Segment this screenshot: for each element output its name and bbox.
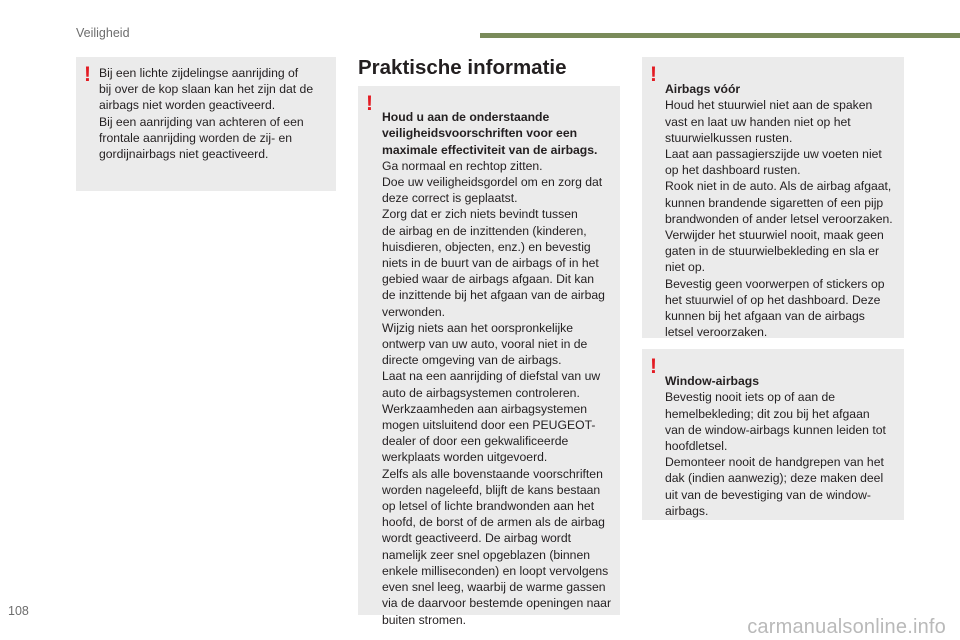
warning-body: Houd het stuurwiel niet aan de spaken vast en laat uw handen niet op het stuurwielkussen rusten. Laat aan passagierszijde uw voeten niet op het dashboard rusten. Rook niet in de auto. Als de airbag afgaat, kunnen brandende sigaretten of een pijp brandwonden of ander letsel veroorzaken. Verwijder het stuurwiel nooit, maak geen gaten in de stuurwielbekleding en sla er niet op. Bevestig geen voorwerpen of stickers op het stuurwiel of op het dashboard. Deze kunnen bij het afgaan van de airbags letsel veroorzaken. bbox=[665, 98, 893, 340]
warning-heading: Houd u aan de onderstaande veiligheidsvoorschriften voor een maximale effectiviteit van de airbags. bbox=[382, 110, 598, 157]
warning-text bbox=[665, 65, 901, 340]
warning-text: Bij een lichte zijdelingse aanrijding of bij over de kop slaan kan het zijn dat de airbags niet worden geactiveerd. Bij een aanrijding van achteren of een frontale aanrijding worden de zij- en gordijnairbags niet geactiveerd. bbox=[99, 66, 314, 162]
warning-heading: Airbags vóór bbox=[665, 82, 741, 97]
warning-heading: Window-airbags bbox=[665, 374, 760, 389]
header-accent-bar bbox=[480, 33, 960, 38]
exclamation-icon: ! bbox=[650, 355, 657, 378]
watermark: carmanualsonline.info bbox=[747, 616, 946, 638]
exclamation-icon: ! bbox=[650, 63, 657, 86]
warning-box-safety-rules bbox=[358, 86, 620, 627]
exclamation-icon: ! bbox=[366, 92, 373, 115]
warning-body: Bevestig nooit iets op of aan de hemelbekleding; dit zou bij het afgaan van de window-airbags kunnen leiden tot hoofdletsel. Demonteer nooit de handgrepen van het dak (indien aanwezig); deze maken deel uit van de bevestiging van de window- airbags. bbox=[665, 390, 886, 518]
warning-box-side-collision bbox=[76, 57, 336, 191]
warning-text bbox=[665, 357, 901, 519]
warning-text bbox=[382, 93, 616, 628]
page-title: Praktische informatie bbox=[358, 56, 567, 79]
page-number: 108 bbox=[8, 604, 29, 618]
warning-box-front-airbags bbox=[642, 57, 904, 338]
warning-body: Ga normaal en rechtop zitten. Doe uw veiligheidsgordel om en zorg dat deze correct is geplaatst. Zorg dat er zich niets bevindt tussen de airbag en de inzittenden (kinderen, huisdieren, objecten, enz.) en bevestig niets in de buurt van de airbags of in het gebied waar de airbags afgaan. Dit kan de inzittende bij het afgaan van de airbag verwonden. Wijzig niets aan het oorspronkelijke ontwerp van uw auto, vooral niet in de directe omgeving van de airbags. Laat na een aanrijding of diefstal van uw auto de airbagsystemen controleren. Werkzaamheden aan airbagsystemen mogen uitsluitend door een PEUGEOT- dealer of door een gekwalificeerde werkplaats worden uitgevoerd. Zelfs als alle bovenstaande voorschriften worden nageleefd, blijft de kans bestaan op letsel of lichte brandwonden aan het hoofd, de borst of de armen als de airbag wordt geactiveerd. De airbag wordt namelijk zeer snel opgeblazen (binnen enkele milliseconden) en loopt vervolgens even snel leeg, waarbij de warme gassen via de daarvoor bestemde openingen naar buiten stromen. bbox=[382, 158, 612, 627]
warning-box-window-airbags bbox=[642, 349, 904, 520]
section-label: Veiligheid bbox=[76, 26, 130, 40]
exclamation-icon: ! bbox=[84, 63, 91, 86]
